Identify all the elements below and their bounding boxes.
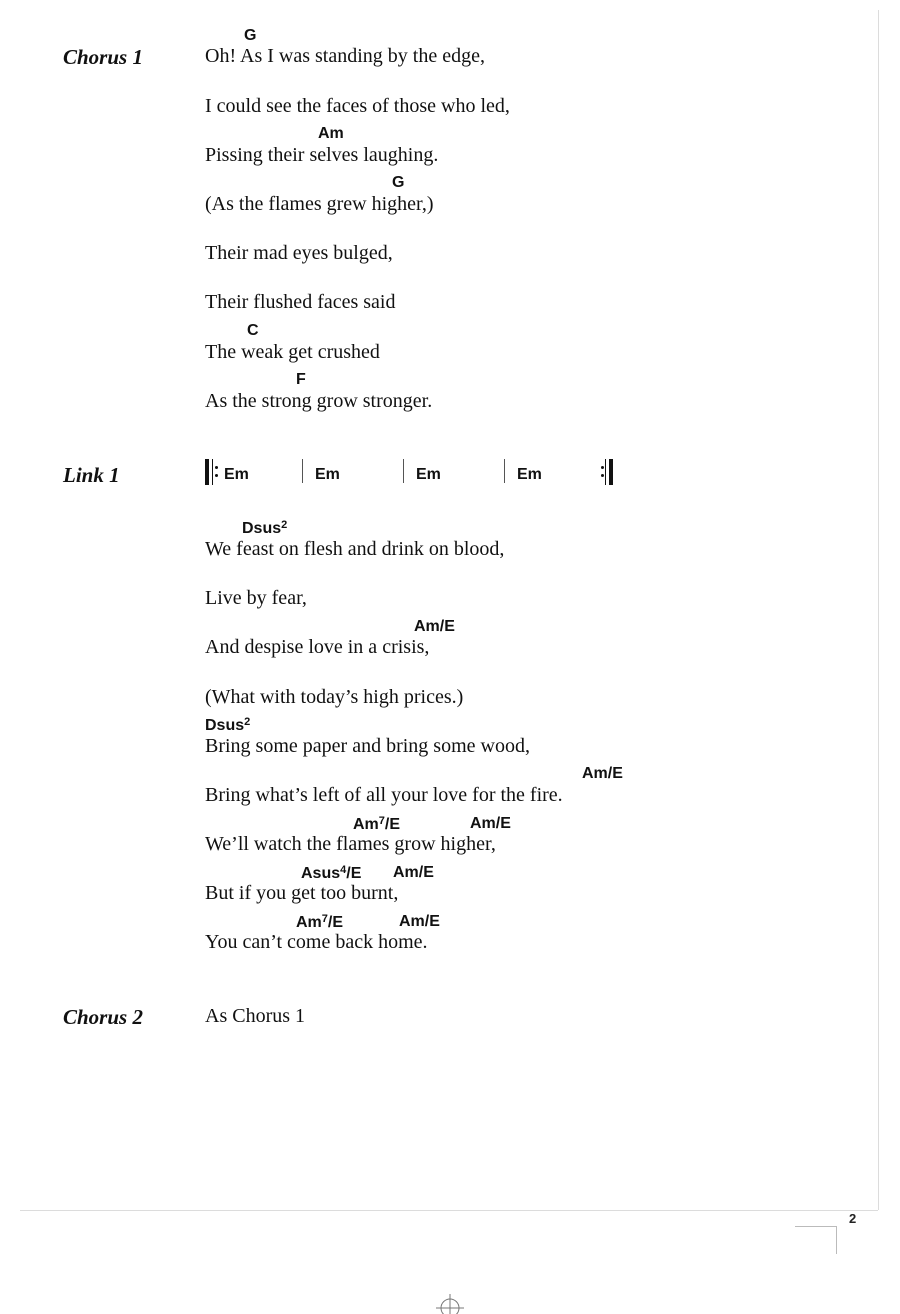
bar-chord: Em <box>224 466 249 483</box>
lyric-line: We’ll watch the flames grow higher, <box>205 833 496 855</box>
lyric-line: Pissing their selves laughing. <box>205 144 439 166</box>
lyric-line: But if you get too burnt, <box>205 882 399 904</box>
repeat-dot <box>601 466 604 469</box>
lyric-line: As Chorus 1 <box>205 1005 306 1027</box>
page-edge-right <box>878 10 879 1210</box>
corner-mark-vertical <box>836 1226 837 1254</box>
registration-mark-icon <box>432 1290 468 1314</box>
repeat-dot <box>601 474 604 477</box>
chord: F <box>296 371 306 388</box>
page-number: 2 <box>849 1211 857 1226</box>
chord: Am/E <box>399 913 440 930</box>
repeat-end-barline <box>609 459 613 485</box>
lyric-line: (What with today’s high prices.) <box>205 686 464 708</box>
lyric-line: The weak get crushed <box>205 341 380 363</box>
repeat-start-thin-line <box>212 459 213 485</box>
lyric-line: And despise love in a crisis, <box>205 636 430 658</box>
barline <box>302 459 303 483</box>
chord: Dsus$^2$ <box>242 519 288 537</box>
section-label-link-1: Link 1 <box>63 463 120 487</box>
chord: C <box>247 322 259 339</box>
section-label-chorus-2: Chorus 2 <box>63 1005 143 1029</box>
chord: G <box>392 174 405 191</box>
corner-mark <box>795 1226 837 1227</box>
lyric-line: Live by fear, <box>205 587 307 609</box>
chord: Am/E <box>393 864 434 881</box>
chord: Am$^7$/E <box>296 913 344 931</box>
bar-chord: Em <box>315 466 340 483</box>
chord: Am/E <box>582 765 623 782</box>
lyric-line: Bring some paper and bring some wood, <box>205 735 530 757</box>
lyric-line: (As the flames grew higher,) <box>205 193 434 215</box>
lyric-line: We feast on flesh and drink on blood, <box>205 538 505 560</box>
chord: G <box>244 27 257 44</box>
bar-chord: Em <box>517 466 542 483</box>
lyric-line: As the strong grow stronger. <box>205 390 433 412</box>
repeat-start-barline <box>205 459 209 485</box>
lyric-line: Oh! As I was standing by the edge, <box>205 45 485 67</box>
chord: Am/E <box>470 815 511 832</box>
page-edge-bottom <box>20 1210 878 1211</box>
section-label-chorus-1: Chorus 1 <box>63 45 143 69</box>
chord: Am/E <box>414 618 455 635</box>
barline <box>403 459 404 483</box>
chord: Asus$^4$/E <box>301 864 362 882</box>
lyric-line: You can’t come back home. <box>205 931 428 953</box>
lyric-line: I could see the faces of those who led, <box>205 95 510 117</box>
bar-chord: Em <box>416 466 441 483</box>
lyric-line: Their mad eyes bulged, <box>205 242 393 264</box>
chord: Dsus$^2$ <box>205 716 251 734</box>
repeat-dot <box>215 474 218 477</box>
repeat-end-thin-line <box>605 459 606 485</box>
barline <box>504 459 505 483</box>
chord: Am$^7$/E <box>353 815 401 833</box>
repeat-dot <box>215 466 218 469</box>
chord: Am <box>318 125 344 142</box>
lyric-line: Bring what’s left of all your love for the fire. <box>205 784 563 806</box>
lyric-line: Their flushed faces said <box>205 291 396 313</box>
